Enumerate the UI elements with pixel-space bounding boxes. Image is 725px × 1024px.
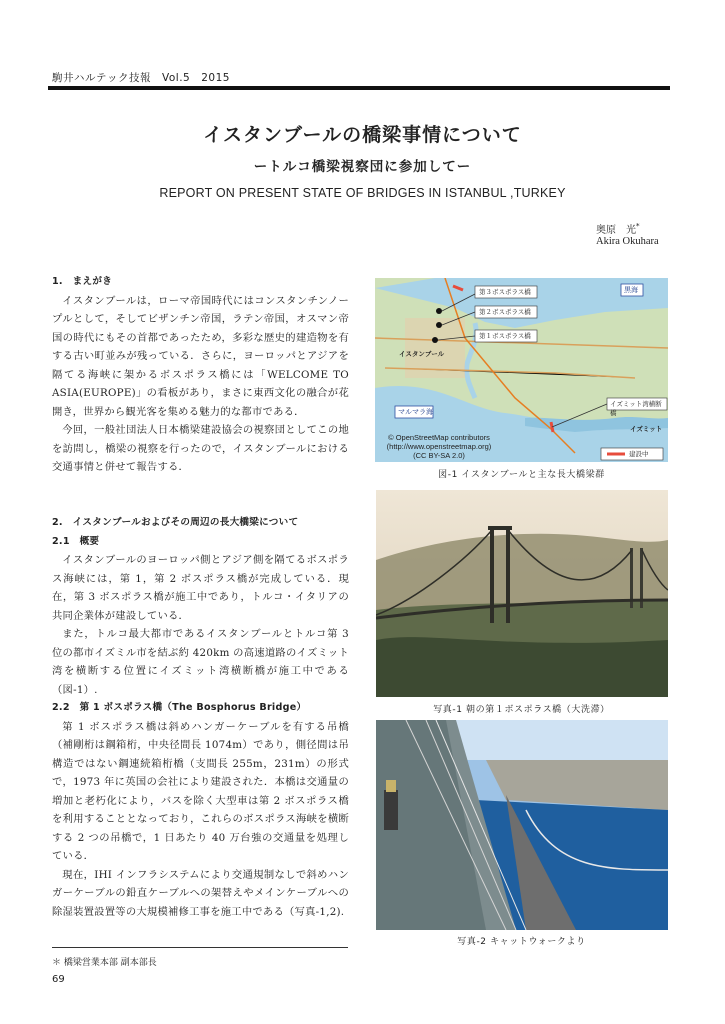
- author-name-jp: 奥原 光*: [596, 222, 640, 236]
- photo-1-graphic: [376, 490, 668, 697]
- paragraph: 今回，一般社団法人日本橋梁建設協会の視察団としてこの地を訪問し，橋梁の視察を行ったので，イスタンブールにおける交通事情と併せて報告する．: [52, 424, 349, 473]
- section-2-heading: 2. イスタンブールおよびその周辺の長大橋梁について: [52, 517, 299, 528]
- map-legend-label: 建設中: [629, 450, 649, 458]
- paragraph: イスタンブールのヨーロッパ側とアジア側を隔てるボスポラス海峡には，第 1，第 2 ボスポラス橋が完成している．現在，第 3 ボスポラス橋が施工中であり，トルコ・イタリアの共同企業体が建設している．: [52, 554, 349, 622]
- map-label-bridge3: 第３ボスポラス橋: [479, 288, 531, 296]
- section-2: [52, 514, 349, 921]
- map-label-izmit: イズミット: [630, 425, 663, 433]
- paragraph: イスタンブールは，ローマ帝国時代にはコンスタンチンノープルとして，そしてビザンチン帝国，ラテン帝国，オスマン帝国の時代にもその首都であったため，多彩な歴史的建造物を有する古い町並みが残っている．さらに，ヨーロッパとアジアを隔てる海峡に架かるボスポラス橋には「WELCOME TO ASIA(EUROPE)」の看板があり，まさに東西文化の融合が花開き，世界から観光客を集める魅力的な都市である．: [52, 294, 349, 418]
- section-2-1-heading: 2.1 概要: [52, 535, 100, 547]
- section-1-heading: 1. まえがき: [52, 276, 113, 287]
- map-label-istanbul: イスタンブール: [399, 350, 445, 358]
- map-label-bridge2: 第２ボスポラス橋: [479, 308, 531, 316]
- section-2-2-heading: 2.2 第 1 ボスポラス橋（The Bosphorus Bridge）: [52, 702, 307, 713]
- map-label-bridge1: 第１ボスポラス橋: [479, 332, 531, 340]
- photo-2-graphic: [376, 720, 668, 930]
- author-name-en: Akira Okuhara: [596, 236, 659, 247]
- paragraph: 現在，IHI インフラシステムにより交通規制なしで斜めハンガーケーブルの鉛直ケーブルへの架替えやメインケーブルへの除湿装置設置等の大規模補修工事を施工中である（写真-1,2).: [52, 868, 349, 918]
- section-1: [52, 273, 349, 477]
- header-rule: [48, 86, 670, 90]
- page-subtitle: ートルコ橋梁視察団に参加してー: [253, 159, 472, 175]
- photo-2-caption: 写真-2 キャットウォークより: [457, 937, 586, 947]
- figure-1-caption: 図-1 イスタンブールと主な長大橋梁群: [438, 470, 605, 480]
- photo-1-caption: 写真-1 朝の第１ボスポラス橋（大洗滞）: [433, 705, 610, 715]
- paragraph: 第 1 ボスポラス橋は斜めハンガーケーブルを有する吊橋（補剛桁は鋼箱桁，中央径間長 1074m）であり，側径間は吊構造ではない鋼連続箱桁橋（支間長 255m，231m）の形式で，1973 年に英国の会社により建設された．本橋は交通量の増加と老朽化により，バスを除く大型車は第 2 ボスポラス橋を利用することとなっており，これらのボスポラス海峡を横断する 2 つの吊橋で，1 日あたり 40 万台強の交通量を処理している．: [52, 720, 349, 862]
- english-title: REPORT ON PRESENT STATE OF BRIDGES IN ISTANBUL ,TURKEY: [159, 186, 566, 200]
- footnote: ＊ 橋梁営業本部 副本部長: [52, 958, 157, 968]
- istanbul-map: [375, 278, 668, 462]
- journal-header: 駒井ハルテック技報 Vol.5 2015: [52, 72, 230, 84]
- photo-1-bosphorus-bridge: [376, 490, 668, 697]
- map-label-black-sea: 黒海: [624, 286, 638, 294]
- page-title: イスタンブールの橋梁事情について: [203, 124, 522, 146]
- footnote-rule: [52, 947, 348, 948]
- photo-2-catwalk: [376, 720, 668, 930]
- paragraph: また，トルコ最大都市であるイスタンブールとトルコ第 3 位の都市イズミル市を結ぶ約 420km の高速道路のイズミット湾を横断する位置にイズミット湾横断橋が施工中である（図-1）.: [52, 628, 349, 696]
- map-label-marmara: マルマラ海: [398, 408, 433, 416]
- map-label-izmit-bridge: イズミット湾横断橋: [610, 400, 662, 417]
- map-attribution: © OpenStreetMap contributors (http://www.openstreetmap.org) (CC BY-SA 2.0): [386, 433, 492, 460]
- page-number: 69: [52, 974, 65, 985]
